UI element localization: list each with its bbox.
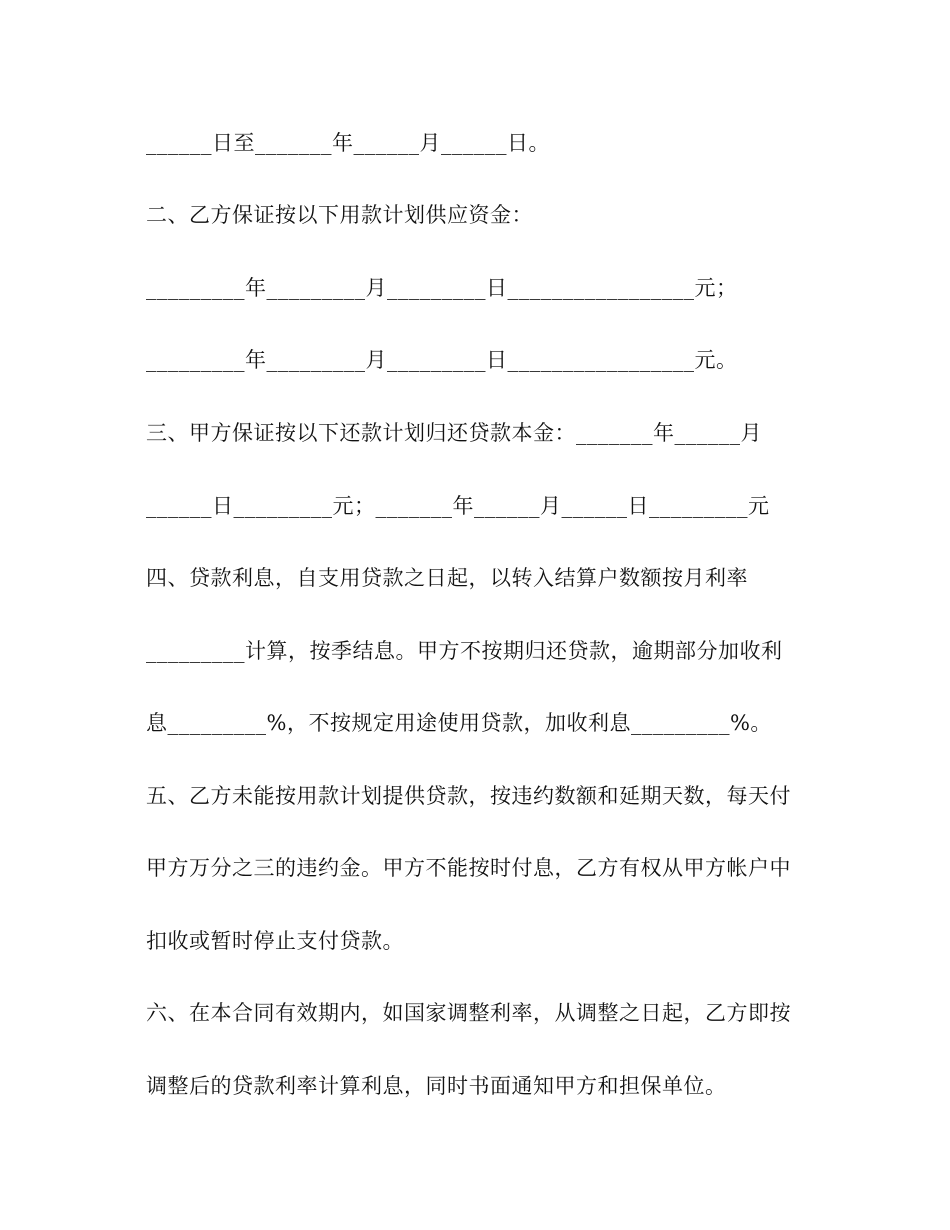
text-line-8: _________计算，按季结息。甲方不按期归还贷款，逾期部分加收利 [146, 639, 783, 663]
text-line-7: 四、贷款利息，自支用贷款之日起，以转入结算户数额按月利率 [146, 566, 748, 590]
text-line-13: 六、在本合同有效期内，如国家调整利率，从调整之日起，乙方即按 [146, 1001, 791, 1025]
text-line-5: 三、甲方保证按以下还款计划归还贷款本金：_______年______月 [146, 421, 762, 445]
text-line-11: 甲方万分之三的违约金。甲方不能按时付息，乙方有权从甲方帐户中 [146, 856, 791, 880]
text-line-12: 扣收或暂时停止支付贷款。 [146, 929, 404, 953]
text-line-10: 五、乙方未能按用款计划提供贷款，按违约数额和延期天数，每天付 [146, 784, 791, 808]
text-line-1: ______日至_______年______月______日。 [146, 131, 550, 155]
text-line-9: 息_________%，不按规定用途使用贷款，加收利息_________%。 [146, 711, 772, 735]
text-line-2: 二、乙方保证按以下用款计划供应资金： [146, 203, 533, 227]
text-line-3: _________年_________月_________日_________________元； [146, 276, 738, 300]
text-line-6: ______日_________元；_______年______月______日_________元 [146, 494, 770, 518]
text-line-14: 调整后的贷款利率计算利息，同时书面通知甲方和担保单位。 [146, 1074, 727, 1098]
text-line-4: _________年_________月_________日_________________元。 [146, 348, 738, 372]
